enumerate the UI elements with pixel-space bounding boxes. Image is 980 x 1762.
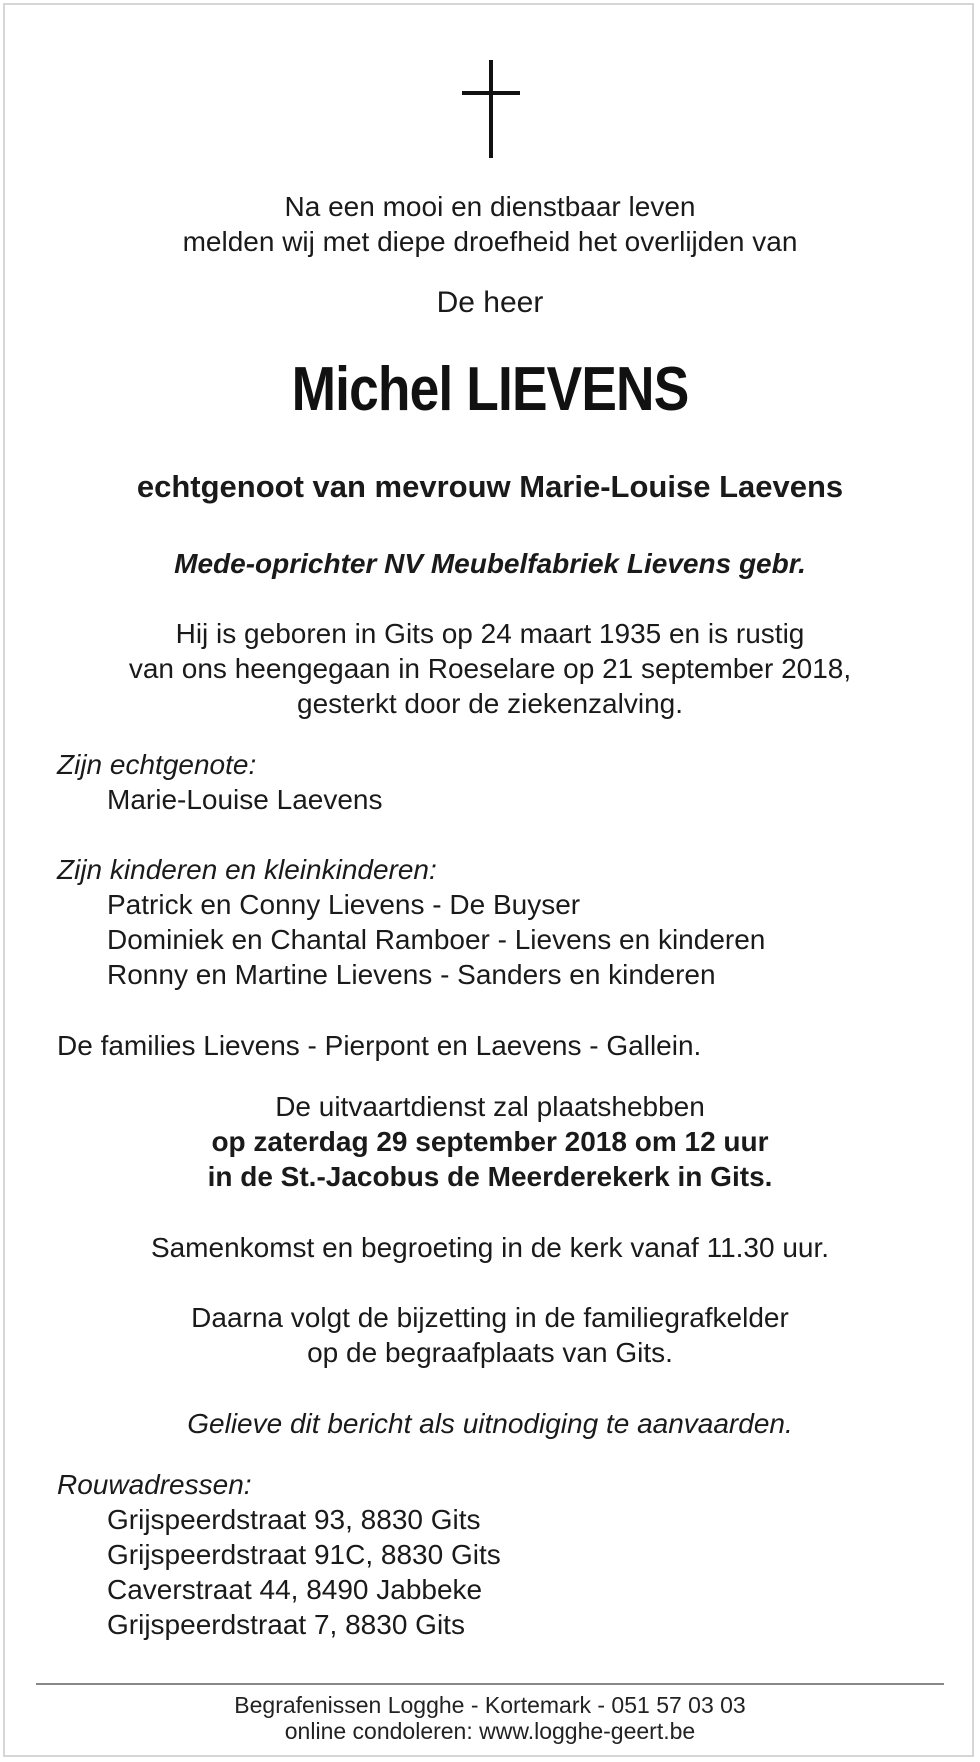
- invitation-note: Gelieve dit bericht als uitnodiging te aanvaarden.: [187, 1408, 793, 1439]
- birth-line-3: gesterkt door de ziekenzalving.: [297, 688, 683, 719]
- birth-line-1: Hij is geboren in Gits op 24 maart 1935 en is rustig: [175, 618, 805, 649]
- service-intro: De uitvaartdienst zal plaatshebben: [275, 1091, 705, 1122]
- burial-line-2: op de begraafplaats van Gits.: [307, 1337, 673, 1368]
- service-date: op zaterdag 29 september 2018 om 12 uur: [211, 1126, 769, 1157]
- deceased-name: Michel LIEVENS: [291, 355, 689, 424]
- address-item: Grijspeerdstraat 91C, 8830 Gits: [107, 1539, 501, 1570]
- child-entry: Ronny en Martine Lievens - Sanders en kinderen: [107, 959, 716, 990]
- burial-line-1: Daarna volgt de bijzetting in de familiegrafkelder: [191, 1302, 789, 1333]
- intro-line-2: melden wij met diepe droefheid het overlijden van: [182, 226, 798, 257]
- child-entry: Patrick en Conny Lievens - De Buyser: [107, 889, 581, 920]
- occupation: Mede-oprichter NV Meubelfabriek Lievens gebr.: [174, 548, 806, 579]
- service-location: in de St.-Jacobus de Meerderekerk in Gits.: [207, 1161, 773, 1192]
- addresses-heading: Rouwadressen:: [57, 1469, 252, 1500]
- child-entry: Dominiek en Chantal Ramboer - Lievens en kinderen: [107, 924, 766, 955]
- spouse-line: echtgenoot van mevrouw Marie-Louise Laevens: [136, 469, 844, 504]
- funeral-home: Begrafenissen Logghe - Kortemark - 051 57 03 03: [234, 1692, 746, 1718]
- address-item: Grijspeerdstraat 93, 8830 Gits: [107, 1504, 481, 1535]
- birth-line-2: van ons heengegaan in Roeselare op 21 september 2018,: [128, 653, 852, 684]
- honorific: De heer: [436, 286, 544, 319]
- address-item: Grijspeerdstraat 7, 8830 Gits: [107, 1609, 465, 1640]
- condolence-link[interactable]: online condoleren: www.logghe-geert.be: [284, 1718, 696, 1744]
- extended-families: De families Lievens - Pierpont en Laevens - Gallein.: [57, 1030, 702, 1061]
- spouse-name: Marie-Louise Laevens: [107, 784, 383, 815]
- cross-icon: [462, 60, 520, 158]
- children-heading: Zijn kinderen en kleinkinderen:: [57, 854, 437, 885]
- intro-line-1: Na een mooi en dienstbaar leven: [284, 191, 696, 222]
- footer-divider: [36, 1683, 944, 1685]
- gathering-info: Samenkomst en begroeting in de kerk vanaf 11.30 uur.: [150, 1232, 830, 1263]
- spouse-heading: Zijn echtgenote:: [57, 749, 257, 780]
- address-item: Caverstraat 44, 8490 Jabbeke: [107, 1574, 483, 1605]
